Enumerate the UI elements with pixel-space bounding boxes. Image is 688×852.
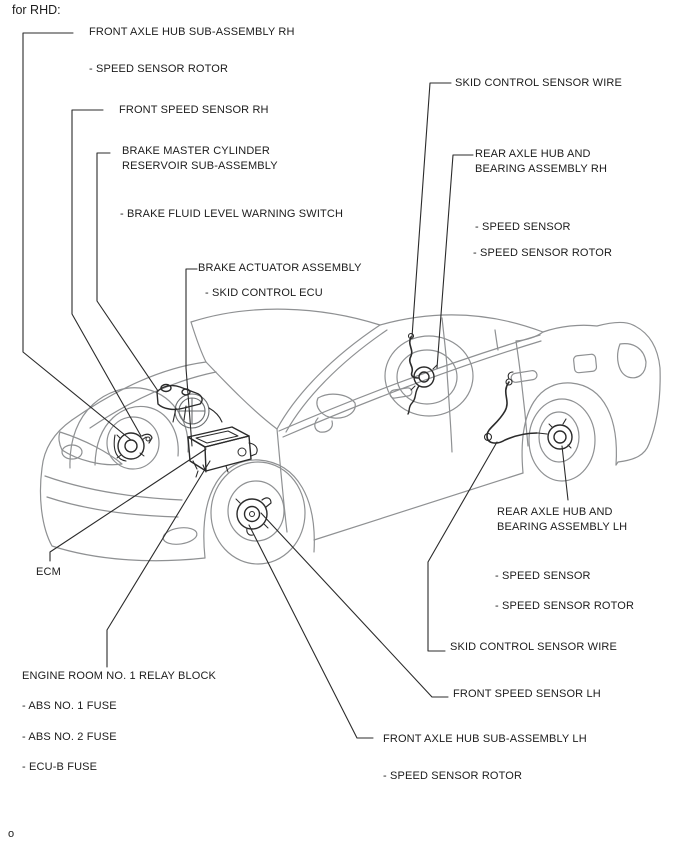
label-line: - SKID CONTROL ECU (205, 287, 323, 299)
leader-front-axle-hub-rh (23, 33, 131, 440)
label-line: - SPEED SENSOR ROTOR (383, 770, 523, 782)
label-rear-axle-hub-and-bearing-assembly-rh (475, 147, 607, 177)
label-ecm (36, 565, 61, 580)
leader-front-axle-hub-lh (249, 525, 373, 738)
label-line: SKID CONTROL SENSOR WIRE (450, 641, 617, 653)
label-line: FRONT SPEED SENSOR RH (119, 104, 269, 116)
label-ecu-b-fuse (22, 760, 97, 775)
label-line: FRONT AXLE HUB SUB-ASSEMBLY LH (383, 733, 587, 745)
rear-axle-hub-lh (538, 419, 572, 449)
label-speed-sensor-rear-lh (495, 569, 591, 584)
label-line: - BRAKE FLUID LEVEL WARNING SWITCH (120, 208, 344, 220)
label-skid-control-ecu (205, 286, 323, 301)
label-line: - SPEED SENSOR (495, 570, 591, 582)
rear-door-handle (511, 370, 538, 383)
label-rear-axle-hub-and-bearing-assembly-lh (497, 505, 627, 535)
leader-rear-axle-hub-lh (562, 446, 568, 500)
label-line: - ABS NO. 1 FUSE (22, 700, 117, 712)
label-line: FRONT AXLE HUB SUB-ASSEMBLY RH (89, 26, 295, 38)
front-edge (42, 420, 72, 468)
label-speed-sensor-rotor-front-rh (89, 62, 228, 77)
label-line: - ECU-B FUSE (22, 761, 98, 773)
leader-lines (23, 33, 568, 738)
label-line: - SPEED SENSOR ROTOR (473, 247, 613, 259)
leader-brake-master-cylinder (97, 153, 158, 391)
front-rim (228, 481, 284, 541)
label-line: REAR AXLE HUB AND (475, 148, 591, 160)
c-pillar (516, 332, 543, 341)
leader-rear-axle-hub-rh (437, 155, 473, 368)
belt-line (279, 335, 541, 437)
tail-edge (616, 325, 660, 465)
brake-booster (175, 394, 209, 428)
front-rotor-ring-far (107, 417, 159, 469)
label-front-speed-sensor-rh (119, 103, 269, 118)
label-line: RESERVOIR SUB-ASSEMBLY (122, 160, 278, 172)
tail-lamp (618, 344, 646, 378)
label-line: - SPEED SENSOR ROTOR (89, 63, 229, 75)
brake-actuator-assembly (188, 427, 257, 477)
label-front-axle-hub-sub-assembly-lh (383, 732, 587, 747)
front-door-handle (390, 387, 413, 398)
label-speed-sensor-rotor-rear-lh (495, 599, 634, 614)
label-line: BRAKE MASTER CYLINDER (122, 145, 271, 157)
label-speed-sensor-rear-rh (475, 220, 571, 235)
label-brake-master-cylinder-reservoir-sub-assembly (122, 144, 278, 174)
footer-mark: o (8, 828, 15, 840)
label-brake-fluid-level-warning-switch (120, 207, 343, 222)
label-line: - SPEED SENSOR (475, 221, 571, 233)
label-speed-sensor-rotor-rear-rh (473, 246, 612, 261)
leader-relay-block (107, 461, 210, 667)
front-axle-hub-lh (236, 498, 271, 535)
label-skid-control-sensor-wire-lh (450, 640, 617, 655)
label-line: REAR AXLE HUB AND (497, 506, 613, 518)
label-line: ENGINE ROOM NO. 1 RELAY BLOCK (22, 670, 217, 682)
label-line: - SPEED SENSOR ROTOR (495, 600, 635, 612)
label-skid-control-sensor-wire-rh (455, 76, 622, 91)
rear-rim-far (397, 350, 457, 404)
trunk-line (543, 322, 633, 332)
label-abs-no-1-fuse (22, 699, 117, 714)
fuel-door (573, 354, 597, 373)
label-line: BEARING ASSEMBLY LH (497, 521, 628, 533)
label-line: SKID CONTROL SENSOR WIRE (455, 77, 622, 89)
label-front-axle-hub-sub-assembly-rh (89, 25, 295, 40)
label-brake-actuator-assembly (198, 261, 362, 276)
hood-line (72, 362, 216, 428)
label-abs-no-2-fuse (22, 730, 117, 745)
label-speed-sensor-rotor-front-lh (383, 769, 522, 784)
front-axle-hub-rh (114, 433, 152, 461)
label-line: BEARING ASSEMBLY RH (475, 163, 608, 175)
label-line: FRONT SPEED SENSOR LH (453, 688, 601, 700)
rear-rim (539, 412, 579, 462)
label-engine-room-no-1-relay-block (22, 669, 216, 684)
front-arch-far (70, 388, 188, 468)
windshield-edge (191, 322, 277, 429)
rear-arch-near (522, 383, 616, 473)
leader-skid-wire-lh (428, 442, 497, 651)
label-line: ECM (36, 566, 61, 578)
roof-line (191, 309, 543, 332)
diagram-title: for RHD: (12, 3, 61, 17)
leader-skid-wire-rh (412, 83, 451, 337)
label-front-speed-sensor-lh (453, 687, 601, 702)
label-line: BRAKE ACTUATOR ASSEMBLY (198, 262, 362, 274)
rocker-line (314, 473, 523, 540)
fog-lamp (162, 526, 198, 547)
front-tire (211, 462, 305, 564)
label-line: - ABS NO. 2 FUSE (22, 731, 117, 743)
grille-lines (45, 476, 182, 517)
